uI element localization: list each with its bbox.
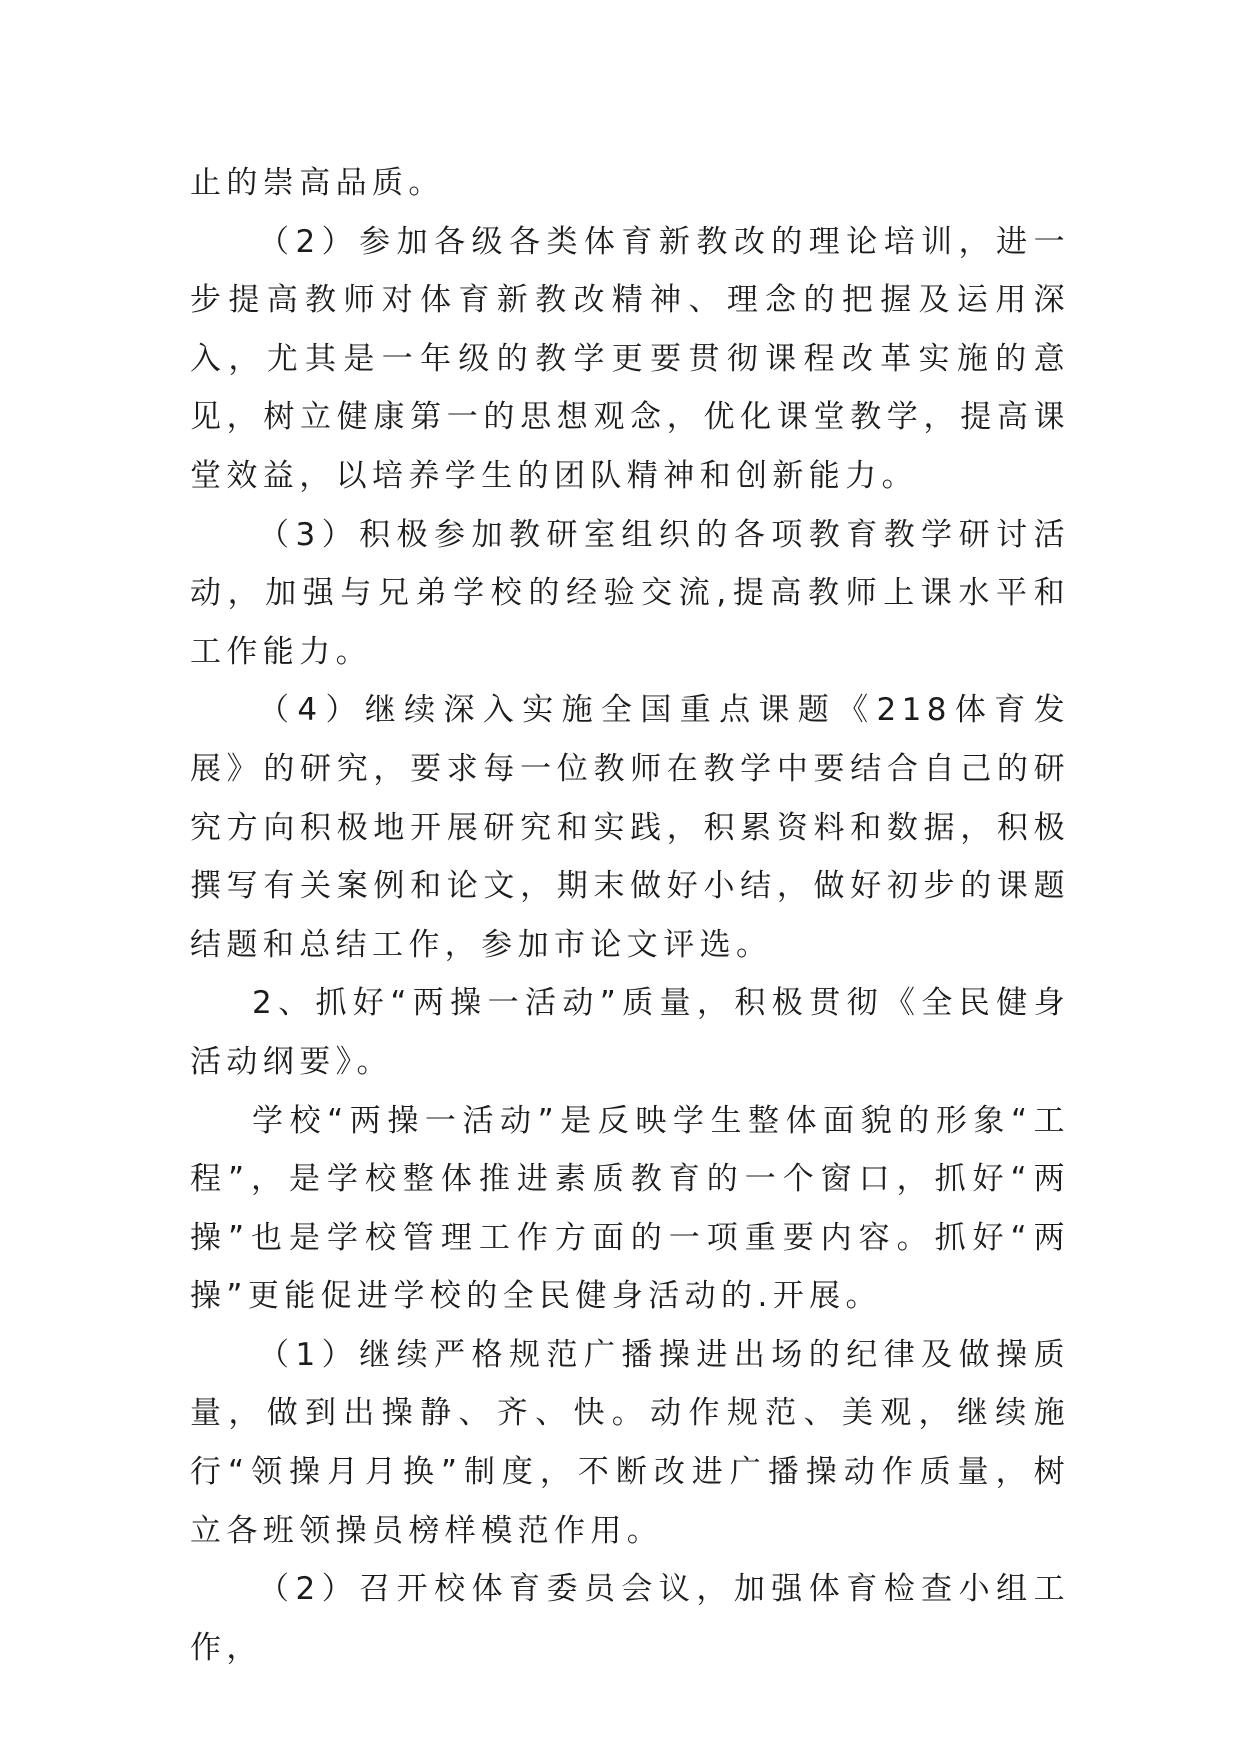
paragraph-two-exercises-intro: 学校“两操一活动”是反映学生整体面貌的形象“工程”，是学校整体推进素质教育的一个窗口，抓好“两操”也是学校管理工作方面的一项重要内容。抓好“两操”更能促进学校的全民健身活动的.开展。 (190, 1102, 1070, 1315)
paragraph-item-2-training: （2）参加各级各类体育新教改的理论培训，进一步提高教师对体育新教改精神、理念的把握及运用深入，尤其是一年级的教学更要贯彻课程改革实施的意见，树立健康第一的思想观念，优化课堂教学，提高课堂效益，以培养学生的团队精神和创新能力。 (190, 223, 1070, 494)
paragraph-item-4-key-project: （4）继续深入实施全国重点课题《218体育发展》的研究，要求每一位教师在教学中要结合自己的研究方向积极地开展研究和实践，积累资料和数据，积极撰写有关案例和论文，期末做好小结，做好初步的课题结题和总结工作，参加市论文评选。 (190, 692, 1070, 963)
paragraph-continuation: 止的崇高品质。 (190, 165, 445, 201)
paragraph-item-3-research-activities: （3）积极参加教研室组织的各项教育教学研讨活动，加强与兄弟学校的经验交流,提高教师上课水平和工作能力。 (190, 516, 1070, 670)
paragraph-item-1-broadcast-exercise: （1）继续严格规范广播操进出场的纪律及做操质量，做到出操静、齐、快。动作规范、美观，继续施行“领操月月换”制度，不断改进广播操动作质量，树立各班领操员榜样模范作用。 (190, 1336, 1070, 1549)
paragraph-item-2-committee-meeting: （2）召开校体育委员会议，加强体育检查小组工作， (190, 1571, 1070, 1666)
section-heading-two-exercises: 2、抓好“两操一活动”质量，积极贯彻《全民健身活动纲要》。 (190, 985, 1070, 1080)
document-body (190, 154, 1070, 1677)
